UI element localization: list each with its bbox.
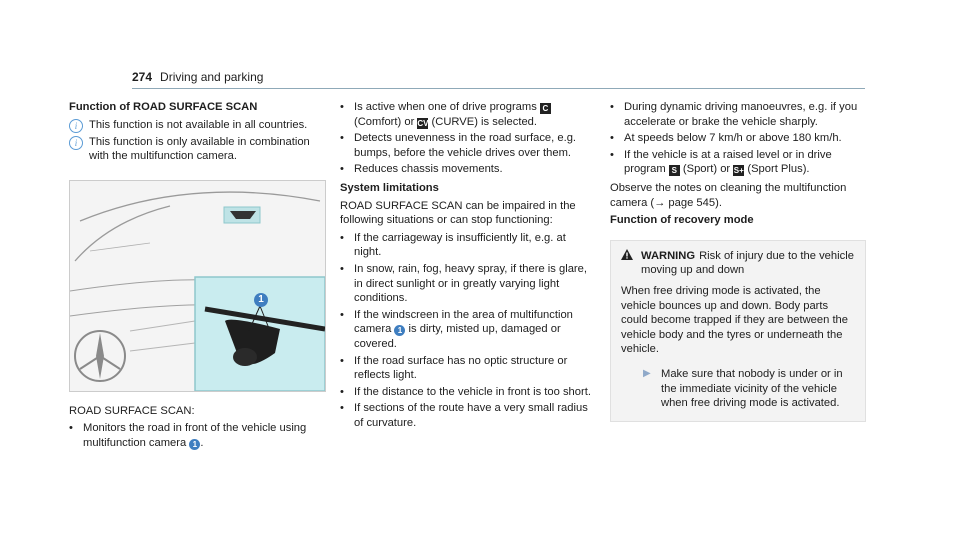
warning-label: WARNING	[641, 249, 696, 262]
page-header	[132, 70, 263, 84]
info-note-text: This function is not available in all countries.	[89, 118, 308, 131]
page-number: 274	[132, 70, 153, 84]
sport-plus-program-icon: S+	[733, 166, 744, 176]
feature-list	[340, 100, 595, 177]
warning-heading: Risk of injury due to the vehicle moving up and down	[641, 249, 854, 277]
list-item: • Reduces chassis movements.	[340, 163, 503, 176]
step-arrow-icon: ▶	[643, 367, 651, 379]
section-title: Driving and parking	[160, 70, 264, 84]
callout-marker: 1	[189, 439, 200, 450]
list-item: • During dynamic driving manoeuvres, e.g. if you accelerate or brake the vehicle sharply.	[610, 101, 858, 128]
car-illustration	[70, 181, 325, 391]
action-step	[621, 367, 855, 411]
list-item: • If the vehicle is at a raised level or in drive program S (Sport) or S+ (Sport Plus).	[610, 148, 832, 176]
list-item: • In snow, rain, fog, heavy spray, if there is glare, in direct sunlight or in greatly varying light conditions.	[340, 262, 587, 305]
list-item: • At speeds below 7 km/h or above 180 km/h.	[610, 132, 842, 145]
list-item: • Detects unevenness in the road surface, e.g. bumps, before the vehicle drives over them.	[340, 132, 577, 159]
caption: ROAD SURFACE SCAN:	[69, 404, 195, 417]
callout-marker: 1	[394, 325, 405, 336]
feature-list	[69, 421, 326, 450]
info-note	[69, 135, 326, 164]
sport-program-icon: S	[669, 165, 680, 176]
curve-program-icon: CV	[417, 118, 429, 128]
column-2	[340, 100, 595, 434]
list-item: • If the windscreen in the area of multifunction camera 1 is dirty, misted up, damaged or covered.	[340, 308, 573, 350]
info-note	[69, 118, 326, 133]
list-item: • If the distance to the vehicle in front is too short.	[340, 385, 591, 398]
comfort-program-icon: C	[540, 103, 551, 114]
list-item: • If sections of the route have a very small radius of curvature.	[340, 402, 588, 429]
warning-triangle-icon	[621, 249, 633, 278]
limitations-list	[340, 231, 595, 431]
list-item: • Monitors the road in front of the vehicle using multifunction camera 1 .	[69, 422, 307, 449]
section-heading: Function of recovery mode	[610, 214, 754, 227]
list-item: • If the carriageway is insufficiently lit, e.g. at night.	[340, 231, 566, 259]
warning-header	[621, 249, 855, 278]
column-3	[610, 100, 866, 422]
paragraph: Observe the notes on cleaning the multifunction camera (→ page 545).	[610, 181, 847, 209]
info-icon: i	[69, 136, 83, 150]
list-item: • Is active when one of drive programs C (Comfort) or CV (CURVE) is selected.	[340, 100, 595, 129]
header-rule	[132, 88, 865, 89]
warning-body: When free driving mode is activated, the vehicle bounces up and down. Body parts could become trapped if they are between the vehicle body and the tyres or underneath the vehicle.	[621, 284, 849, 356]
section-heading: System limitations	[340, 181, 439, 194]
warning-box	[610, 240, 866, 422]
windscreen-camera-illustration	[69, 180, 326, 392]
column-1	[69, 100, 326, 455]
limitations-list	[610, 100, 866, 177]
info-icon: i	[69, 119, 83, 133]
callout-marker: 1	[254, 293, 268, 307]
action-step-text: Make sure that nobody is under or in the immediate vicinity of the vehicle when free driving mode is activated.	[661, 367, 843, 410]
list-item: • If the road surface has no optic structure or reflects light.	[340, 354, 568, 382]
function-title: Function of ROAD SURFACE SCAN	[69, 101, 258, 113]
info-note-text: This function is only available in combination with the multifunction camera.	[89, 135, 310, 163]
paragraph: ROAD SURFACE SCAN can be impaired in the following situations or can stop functioning:	[340, 199, 576, 227]
